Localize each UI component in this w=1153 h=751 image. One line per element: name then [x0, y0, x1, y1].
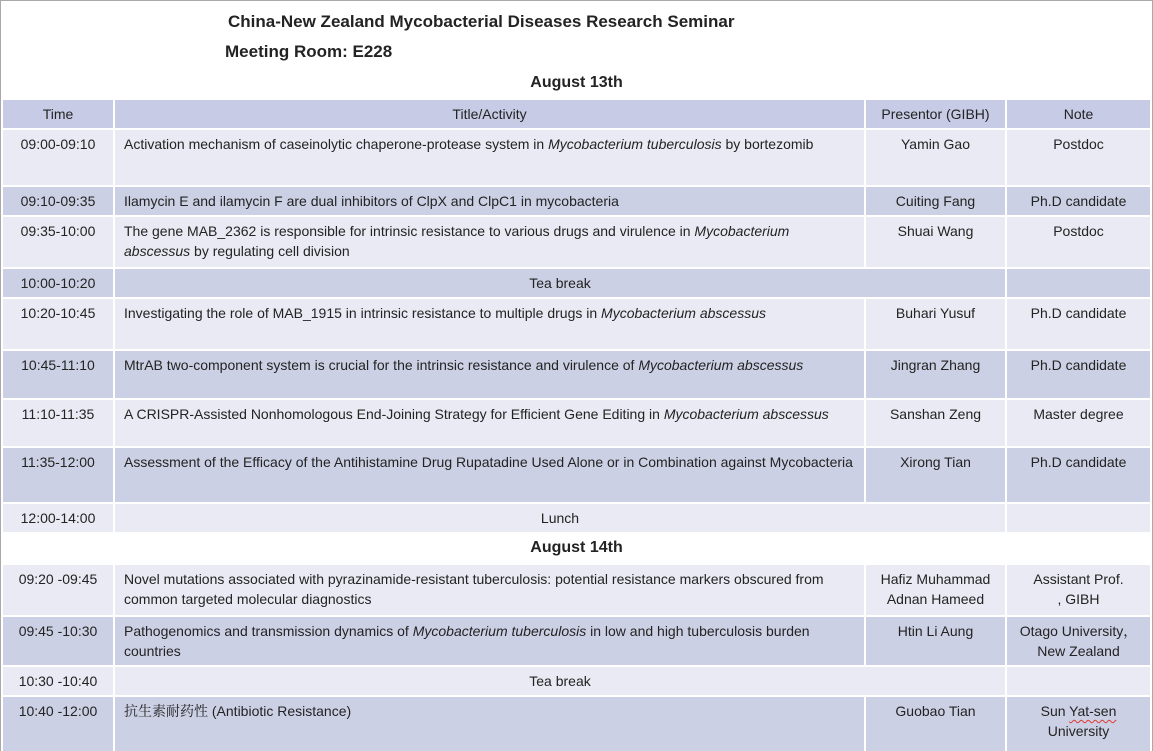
note-cell	[1007, 565, 1150, 615]
activity-merged-cell	[115, 504, 1005, 532]
text-segment: 抗生素耐药性 (Antibiotic Resistance)	[124, 703, 352, 719]
text-segment: Postdoc	[1053, 223, 1104, 239]
note-cell	[1007, 217, 1150, 267]
time-cell: 11:10-11:35	[3, 400, 113, 446]
text-segment: Activation mechanism of caseinolytic chaperone-protease system in	[124, 136, 549, 152]
misspelled-text-segment: Yat-sen	[1069, 703, 1117, 719]
table-row	[3, 617, 1150, 665]
text-segment: Ph.D candidate	[1030, 357, 1127, 373]
title-cell	[115, 187, 864, 215]
title-cell	[115, 299, 864, 349]
table-row	[3, 217, 1150, 267]
note-cell	[1007, 667, 1150, 695]
title-cell	[115, 617, 864, 665]
time-cell: 09:35-10:00	[3, 217, 113, 267]
note-cell	[1007, 269, 1150, 297]
column-header-presentor: Presentor (GIBH)	[866, 100, 1005, 128]
title-cell	[115, 697, 864, 751]
text-segment: Master degree	[1033, 406, 1124, 422]
table-row	[3, 565, 1150, 615]
text-segment: New Zealand	[1037, 643, 1120, 659]
text-segment: Assessment of the Efficacy of the Antihistamine Drug Rupatadine Used Alone or in Combination against Mycobacteria	[124, 454, 853, 470]
italic-text-segment: Mycobacterium abscessus	[124, 223, 790, 259]
note-cell	[1007, 400, 1150, 446]
table-row	[3, 130, 1150, 185]
text-segment: Assistant Prof.	[1033, 571, 1124, 587]
text-segment: Ph.D candidate	[1030, 193, 1127, 209]
text-segment: Novel mutations associated with pyrazinamide-resistant tuberculosis: potential resistance markers obscured from common targeted molecular diagnostics	[124, 571, 824, 607]
text-segment: Lunch	[540, 510, 580, 526]
text-segment: A CRISPR-Assisted Nonhomologous End-Joining Strategy for Efficient Gene Editing in	[124, 406, 664, 422]
table-row	[3, 187, 1150, 215]
note-cell	[1007, 130, 1150, 185]
time-cell: 10:00-10:20	[3, 269, 113, 297]
text-segment: , GIBH	[1057, 591, 1100, 607]
text-segment: The gene MAB_2362 is responsible for intrinsic resistance to various drugs and virulence in	[124, 223, 695, 239]
text-segment: by bortezomib	[721, 136, 814, 152]
page-subtitle: Meeting Room: E228	[225, 42, 393, 61]
title-cell	[115, 351, 864, 398]
presentor-cell: Buhari Yusuf	[866, 299, 1005, 349]
text-segment: in low and high tuberculosis burden countries	[124, 623, 810, 659]
note-cell	[1007, 448, 1150, 502]
table-row	[3, 400, 1150, 446]
text-segment: Ph.D candidate	[1030, 305, 1127, 321]
text-segment: by regulating cell division	[190, 243, 350, 259]
table-header-row	[3, 100, 1150, 128]
time-cell: 10:20-10:45	[3, 299, 113, 349]
table-row	[3, 697, 1150, 751]
note-cell	[1007, 187, 1150, 215]
italic-text-segment: Mycobacterium tuberculosis	[412, 623, 587, 639]
presentor-cell: Jingran Zhang	[866, 351, 1005, 398]
text-segment: MtrAB two-component system is crucial for the intrinsic resistance and virulence of	[124, 357, 639, 373]
presentor-cell: Shuai Wang	[866, 217, 1005, 267]
section-date-heading: August 14th	[530, 539, 623, 556]
presentor-cell: Xirong Tian	[866, 448, 1005, 502]
table-row	[3, 269, 1150, 297]
time-cell: 10:45-11:10	[3, 351, 113, 398]
table-row	[3, 351, 1150, 398]
table-row	[3, 667, 1150, 695]
page-title: China-New Zealand Mycobacterial Diseases Research Seminar	[228, 12, 735, 31]
activity-merged-cell	[115, 269, 1005, 297]
title-cell	[115, 565, 864, 615]
text-segment: Tea break	[529, 275, 591, 291]
note-cell	[1007, 299, 1150, 349]
title-cell	[115, 400, 864, 446]
italic-text-segment: Mycobacterium abscessus	[601, 305, 766, 321]
time-cell: 09:45 -10:30	[3, 617, 113, 665]
table-row	[3, 448, 1150, 502]
text-segment: Sun	[1040, 703, 1070, 719]
table-row	[3, 299, 1150, 349]
italic-text-segment: Mycobacterium tuberculosis	[548, 136, 722, 152]
text-segment: Tea break	[529, 673, 591, 689]
note-cell	[1007, 504, 1150, 532]
column-header-note: Note	[1007, 100, 1150, 128]
time-cell: 10:40 -12:00	[3, 697, 113, 751]
title-cell	[115, 130, 864, 185]
column-header-time: Time	[3, 100, 113, 128]
text-segment: Investigating the role of MAB_1915 in intrinsic resistance to multiple drugs in	[124, 305, 602, 321]
time-cell: 12:00-14:00	[3, 504, 113, 532]
text-segment: Ph.D candidate	[1030, 454, 1127, 470]
title-cell	[115, 448, 864, 502]
time-cell: 09:10-09:35	[3, 187, 113, 215]
note-cell	[1007, 697, 1150, 751]
section-date-heading: August 13th	[530, 74, 623, 91]
table-row	[3, 504, 1150, 532]
time-cell: 10:30 -10:40	[3, 667, 113, 695]
presentor-cell: Yamin Gao	[866, 130, 1005, 185]
title-cell	[115, 217, 864, 267]
presentor-cell: Htin Li Aung	[866, 617, 1005, 665]
time-cell: 09:20 -09:45	[3, 565, 113, 615]
note-cell	[1007, 617, 1150, 665]
text-segment: Pathogenomics and transmission dynamics of	[124, 623, 413, 639]
presentor-cell: Hafiz Muhammad Adnan Hameed	[866, 565, 1005, 615]
time-cell: 09:00-09:10	[3, 130, 113, 185]
time-cell: 11:35-12:00	[3, 448, 113, 502]
text-segment: University	[1047, 723, 1110, 739]
presentor-cell: Guobao Tian	[866, 697, 1005, 751]
schedule-table	[3, 72, 1150, 751]
note-cell	[1007, 351, 1150, 398]
title-block	[225, 7, 1152, 67]
text-segment: Postdoc	[1053, 136, 1104, 152]
presentor-cell: Sanshan Zeng	[866, 400, 1005, 446]
italic-text-segment: Mycobacterium abscessus	[638, 357, 804, 373]
italic-text-segment: Mycobacterium abscessus	[663, 406, 829, 422]
text-segment: Otago University，	[1019, 623, 1138, 639]
activity-merged-cell	[115, 667, 1005, 695]
text-segment: Ilamycin E and ilamycin F are dual inhibitors of ClpX and ClpC1 in mycobacteria	[124, 193, 619, 209]
column-header-title: Title/Activity	[115, 100, 864, 128]
presentor-cell: Cuiting Fang	[866, 187, 1005, 215]
